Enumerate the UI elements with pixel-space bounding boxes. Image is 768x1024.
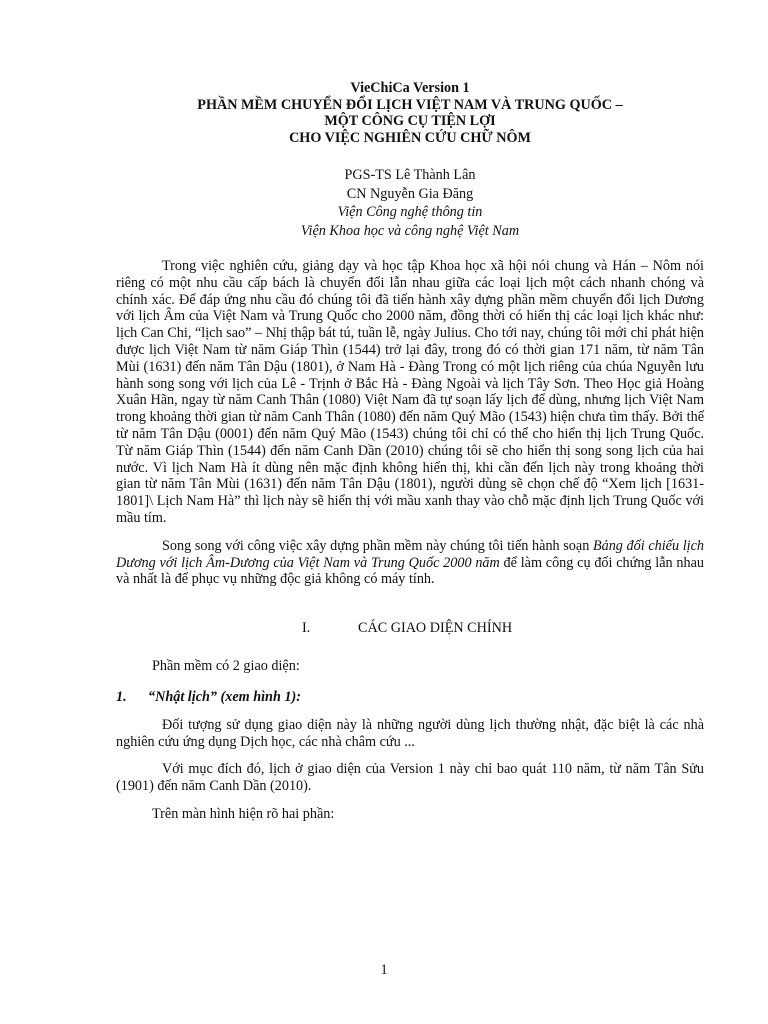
intro-paragraph-2-end: để làm công cụ đối chứng lẫn nhau và nhất là để phục vụ những độc giả không có máy tính.: [116, 554, 704, 588]
subsection-paragraph-3: Trên màn hình hiện rõ hai phần:: [152, 806, 335, 823]
affiliation-1: Viện Công nghệ thông tin: [337, 204, 483, 220]
title-line-4: CHO VIỆC NGHIÊN CỨU CHỮ NÔM: [289, 129, 531, 146]
section-heading: [116, 619, 704, 637]
subsection-paragraph-2: Với mục đích đó, lịch ở giao diện của Version 1 này chỉ bao quát 110 năm, từ năm Tân Sửu (1901) đến năm Canh Dần (2010).: [116, 760, 704, 794]
title-line-3: MỘT CÔNG CỤ TIỆN LỢI: [324, 113, 496, 129]
section-title: CÁC GIAO DIỆN CHÍNH: [358, 620, 513, 637]
document-title: [116, 80, 704, 146]
subsection-paragraph-1: Đối tượng sử dụng giao diện này là những người dùng lịch thường nhật, đặc biệt là các nhà nghiên cứu ứng dụng Dịch học, các nhà châm cứu ...: [116, 717, 704, 750]
subsection-number: 1.: [116, 689, 127, 706]
intro-paragraph-2: [116, 538, 704, 588]
intro-paragraph-2-italic: Bảng đối chiếu lịch Dương với lịch Âm-Dương của Việt Nam và Trung Quốc 2000 năm: [116, 537, 704, 571]
subsection-heading: [116, 688, 704, 706]
document-page: [116, 80, 704, 823]
title-line-2: PHẦN MỀM CHUYỂN ĐỔI LỊCH VIỆT NAM VÀ TRUNG QUỐC –: [197, 96, 623, 113]
section-intro: Phần mềm có 2 giao diện:: [152, 658, 300, 675]
author-2: CN Nguyễn Gia Đăng: [346, 185, 474, 202]
page-number: 1: [380, 962, 388, 978]
intro-paragraph-1: Trong việc nghiên cứu, giảng dạy và học tập Khoa học xã hội nói chung và Hán – Nôm nói riêng có một nhu cầu cấp bách là chuyển đổi lẫn nhau giữa các loại lịch một cách nhanh chóng và chính xác. Để đáp ứng nhu cầu đó chúng tôi đã tiến hành xây dựng phần mềm chuyển đổi lịch Dương với lịch Âm của Việt Nam và Trung Quốc cho 2000 năm, đồng thời có hiển thị các loại lịch khác như: lịch Can Chi, “lịch sao” – Nhị thập bát tú, tuần lễ, ngày Julius. Cho tới nay, chúng tôi mới chỉ phát hiện được lịch Việt Nam từ năm Giáp Thìn (1544) trở lại đây, trong đó có thời gian 171 năm, từ năm Tân Mùi (1631) đến năm Tân Dậu (1801), ở Nam Hà - Đàng Trong có một lịch riêng của chúa Nguyễn lưu hành song song với lịch của Lê - Trịnh ở Bắc Hà - Đàng Ngoài và lịch Tây Sơn. Theo Học giả Hoàng Xuân Hãn, ngay từ năm Canh Thân (1080) Việt Nam đã tự soạn lấy lịch để dùng, nhưng lịch Việt Nam trong khoảng thời gian từ năm Canh Thân (1080) đến năm Quý Mão (1543) hiện chưa tìm thấy. Bởi thế từ năm Tân Dậu (0001) đến năm Quý Mão (1543) chúng tôi chỉ có thể cho hiển thị lịch Trung Quốc. Từ năm Giáp Thìn (1544) đến năm Canh Dần (2010) chúng tôi sẽ cho hiển thị song song lịch của hai nước. Vì lịch Nam Hà ít dùng nên mặc định không hiển thị, khi cần đến lịch này trong khoảng thời gian từ năm Tân Mùi (1631) đến năm Tân Dậu (1801), người dùng sẽ chọn chế độ “Xem lịch [1631-1801]\ Lịch Nam Hà” thì lịch này sẽ hiển thị với mầu xanh thay vào chỗ mặc định lịch Trung Quốc với mầu tím.: [116, 258, 704, 526]
title-line-1: VieChiCa Version 1: [350, 80, 470, 96]
affiliation-2: Viện Khoa học và công nghệ Việt Nam: [300, 222, 520, 239]
author-block: [116, 166, 704, 240]
section-number: I.: [302, 620, 311, 637]
subsection-title: “Nhật lịch” (xem hình 1):: [148, 689, 301, 706]
intro-paragraph-2-start: Song song với công việc xây dựng phần mềm này chúng tôi tiến hành soạn: [162, 537, 593, 554]
author-1: PGS-TS Lê Thành Lân: [344, 167, 476, 183]
